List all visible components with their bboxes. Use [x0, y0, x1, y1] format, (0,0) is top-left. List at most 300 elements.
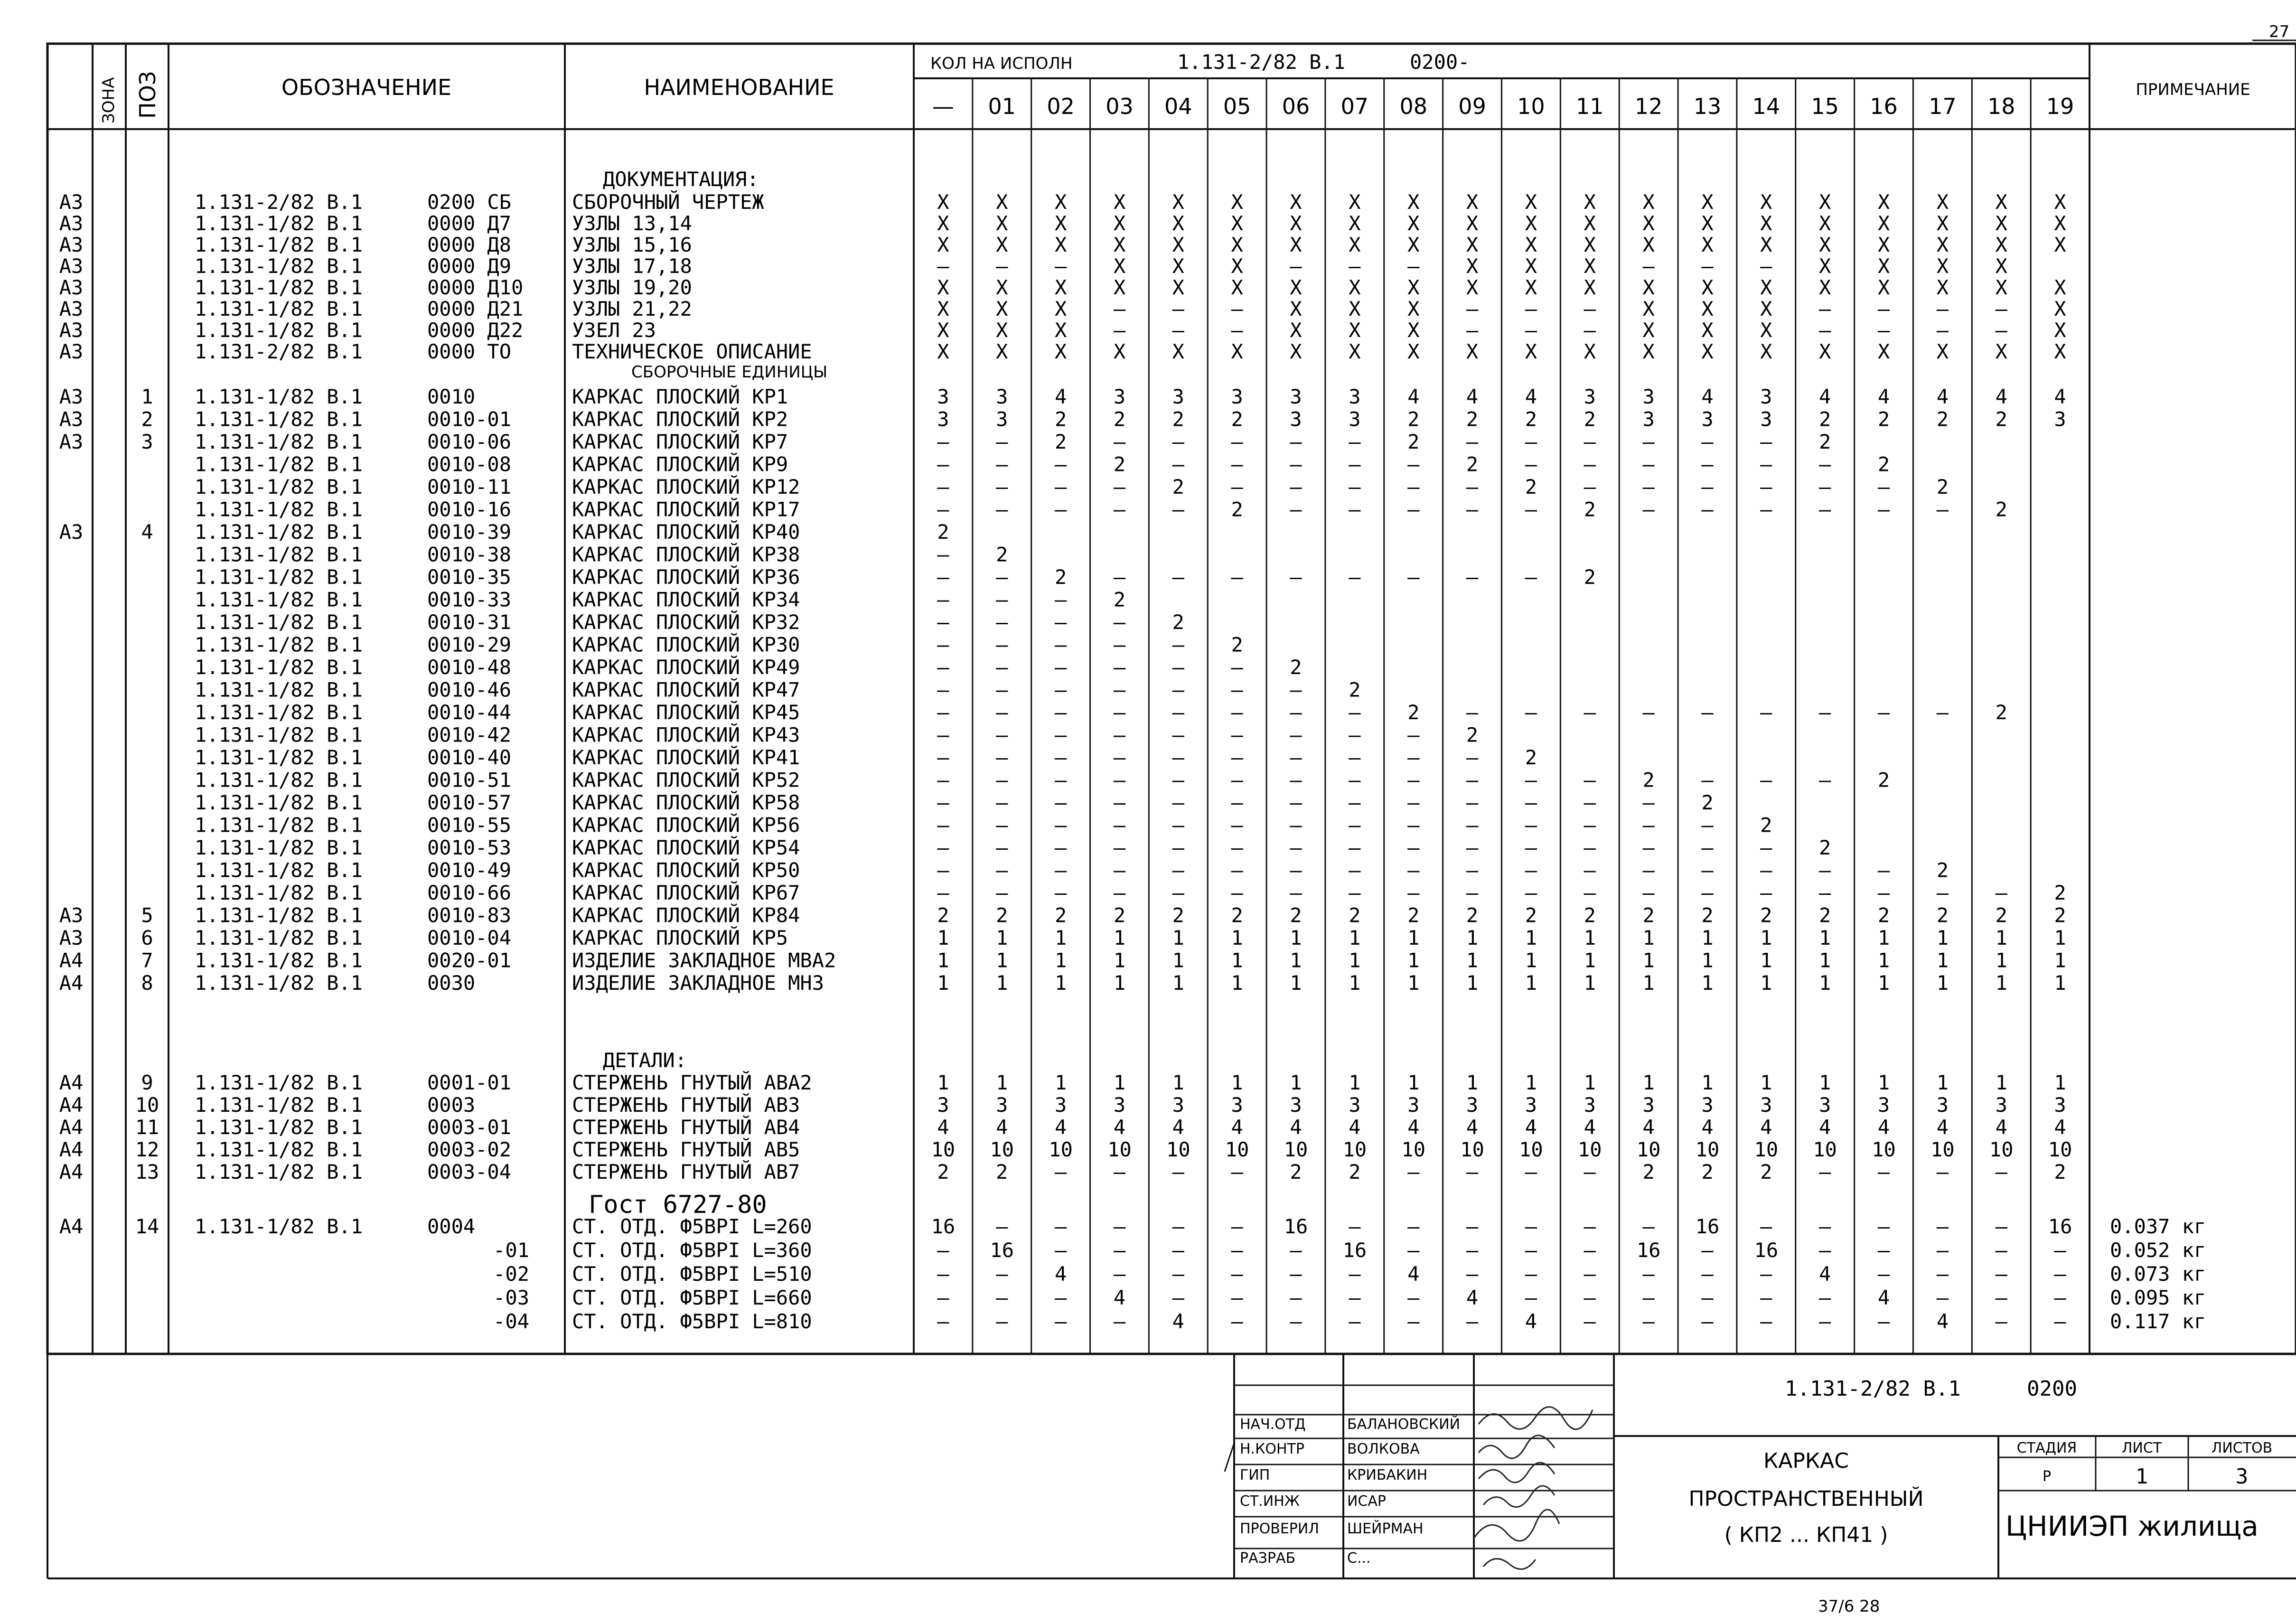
- row-qty: X: [1642, 276, 1655, 299]
- row-name: СТЕРЖЕНЬ ГНУТЫЙ АВ4: [572, 1116, 800, 1139]
- row-qty: 10: [1107, 1138, 1132, 1161]
- row-qty: –: [1407, 836, 1420, 859]
- row-qty: X: [937, 340, 949, 363]
- row-doc: 1.131-1/82 В.1: [195, 297, 363, 320]
- table-row: [59, 319, 2066, 342]
- row-qty: –: [937, 791, 949, 814]
- row-qty: –: [1877, 701, 1890, 724]
- row-zone: А3: [59, 319, 84, 342]
- row-qty: X: [1877, 233, 1890, 256]
- row-qty: –: [1584, 1215, 1596, 1238]
- row-code: 0010-57: [427, 791, 512, 814]
- row-qty: –: [996, 768, 1008, 792]
- row-qty: 1: [1760, 1071, 1772, 1094]
- row-code: 0010-29: [427, 633, 512, 657]
- row-name: КАРКАС ПЛОСКИЙ КР30: [572, 633, 800, 657]
- header-kol-code: 0200-: [1410, 50, 1470, 74]
- row-qty: X: [1290, 340, 1302, 363]
- row-qty: X: [1349, 212, 1361, 235]
- row-qty: 4: [1054, 385, 1067, 408]
- row-qty: 1: [1172, 971, 1184, 995]
- title-doc-code: 0200: [2027, 1377, 2077, 1401]
- row-qty: 10: [1284, 1138, 1308, 1161]
- row-qty: –: [1054, 701, 1067, 724]
- row-qty: –: [1113, 297, 1126, 320]
- row-code: 0000 Д22: [427, 319, 524, 342]
- row-name: КАРКАС ПЛОСКИЙ КР2: [572, 407, 788, 431]
- row-code: 0010-39: [427, 520, 512, 544]
- row-qty: –: [1113, 1239, 1126, 1262]
- row-qty: X: [1349, 340, 1361, 363]
- row-qty: X: [1466, 212, 1479, 235]
- row-qty: –: [1290, 746, 1302, 769]
- row-code: 0010-04: [427, 926, 512, 949]
- row-qty: –: [1349, 565, 1361, 589]
- row-code: 0200 СБ: [427, 190, 512, 214]
- row-qty: –: [1642, 791, 1655, 814]
- row-qty: –: [1349, 1286, 1361, 1309]
- row-qty: 1: [2054, 1071, 2066, 1094]
- role-st-inzh: СТ.ИНЖ: [1240, 1493, 1300, 1510]
- row-qty: –: [937, 836, 949, 859]
- row-qty: 4: [1936, 385, 1949, 408]
- row-qty: 3: [1290, 407, 1302, 431]
- row-code: 0010-16: [427, 498, 512, 521]
- row-qty: 16: [1754, 1239, 1779, 1262]
- row-qty: –: [1466, 881, 1479, 904]
- row-qty: –: [1877, 881, 1890, 904]
- row-doc: 1.131-1/82 В.1: [195, 678, 363, 702]
- row-qty: X: [1407, 319, 1420, 342]
- row-qty: –: [1760, 430, 1772, 453]
- row-qty: –: [1231, 430, 1243, 453]
- row-qty: –: [1525, 430, 1537, 453]
- row-qty: –: [1054, 1160, 1067, 1183]
- row-qty: 3: [1642, 385, 1655, 408]
- row-qty: 2: [1113, 407, 1126, 431]
- row-qty: 10: [931, 1138, 956, 1161]
- row-qty: –: [1113, 610, 1126, 634]
- row-qty: 2: [1407, 430, 1420, 453]
- variant-header: 06: [1282, 94, 1310, 119]
- row-zone: А3: [59, 190, 84, 214]
- row-qty: 1: [1760, 971, 1772, 995]
- row-qty: –: [1995, 319, 2007, 342]
- row-qty: –: [1760, 254, 1772, 278]
- row-qty: 1: [1642, 971, 1655, 995]
- row-qty: 2: [1819, 407, 1831, 431]
- row-qty: –: [1231, 475, 1243, 498]
- row-qty: –: [1407, 1286, 1420, 1309]
- row-qty: X: [1113, 340, 1126, 363]
- row-qty: –: [1819, 1215, 1831, 1238]
- row-qty: X: [1701, 190, 1714, 214]
- row-qty: –: [1231, 1310, 1243, 1333]
- row-qty: 1: [1054, 971, 1067, 995]
- row-qty: X: [1525, 340, 1537, 363]
- row-qty: –: [937, 430, 949, 453]
- row-qty: –: [1349, 746, 1361, 769]
- row-qty: X: [1113, 254, 1126, 278]
- row-qty: X: [1172, 254, 1184, 278]
- row-doc: 1.131-1/82 В.1: [195, 565, 363, 589]
- row-qty: X: [1877, 212, 1890, 235]
- title-line-2: ПРОСТРАНСТВЕННЫЙ: [1688, 1487, 1924, 1511]
- row-qty: 2: [1525, 903, 1537, 927]
- row-qty: 2: [1995, 407, 2007, 431]
- row-qty: 1: [1819, 1071, 1831, 1094]
- row-qty: –: [1760, 498, 1772, 521]
- row-qty: X: [1584, 190, 1596, 214]
- row-qty: 2: [1231, 498, 1243, 521]
- row-code: -04: [493, 1310, 529, 1333]
- row-qty: –: [1525, 1160, 1537, 1183]
- row-qty: 2: [1642, 903, 1655, 927]
- row-code: 0010-49: [427, 858, 512, 882]
- row-name: КАРКАС ПЛОСКИЙ КР41: [572, 746, 800, 769]
- row-qty: –: [1642, 1310, 1655, 1333]
- row-qty: –: [1701, 498, 1714, 521]
- row-qty: –: [1054, 1310, 1067, 1333]
- row-code: 0020-01: [427, 948, 512, 972]
- row-poz: 9: [141, 1071, 153, 1094]
- row-qty: 2: [1642, 1160, 1655, 1183]
- row-qty: –: [1584, 836, 1596, 859]
- row-qty: –: [1054, 254, 1067, 278]
- row-qty: 1: [1407, 948, 1420, 972]
- row-doc: 1.131-1/82 В.1: [195, 633, 363, 657]
- row-qty: –: [1760, 1215, 1772, 1238]
- row-code: 0010-40: [427, 746, 512, 769]
- row-qty: 2: [1584, 903, 1596, 927]
- row-qty: –: [1054, 1215, 1067, 1238]
- row-qty: –: [1584, 475, 1596, 498]
- row-qty: –: [1466, 565, 1479, 589]
- row-name: КАРКАС ПЛОСКИЙ КР50: [572, 858, 800, 882]
- row-qty: 2: [1995, 498, 2007, 521]
- row-qty: –: [937, 701, 949, 724]
- row-qty: X: [1701, 212, 1714, 235]
- row-name: КАРКАС ПЛОСКИЙ КР84: [572, 903, 800, 927]
- row-code: -01: [493, 1239, 529, 1262]
- row-qty: 4: [1172, 1310, 1184, 1333]
- variant-header: 10: [1517, 94, 1545, 119]
- row-poz: 13: [135, 1160, 159, 1183]
- row-qty: –: [1290, 1310, 1302, 1333]
- row-qty: X: [1760, 233, 1772, 256]
- row-qty: –: [937, 678, 949, 702]
- row-zone: А3: [59, 297, 84, 320]
- row-qty: 2: [1760, 1160, 1772, 1183]
- sheets-label: ЛИСТОВ: [2211, 1440, 2273, 1456]
- row-code: 0010-38: [427, 543, 512, 566]
- row-qty: 2: [1054, 565, 1067, 589]
- row-qty: X: [1231, 233, 1243, 256]
- row-qty: –: [1290, 498, 1302, 521]
- row-qty: –: [996, 746, 1008, 769]
- row-qty: –: [1819, 858, 1831, 882]
- row-qty: –: [1584, 1286, 1596, 1309]
- row-qty: 3: [1290, 1093, 1302, 1117]
- row-doc: 1.131-1/82 В.1: [195, 543, 363, 566]
- row-qty: 1: [1172, 926, 1184, 949]
- row-qty: X: [1877, 340, 1890, 363]
- row-qty: –: [1525, 858, 1537, 882]
- row-qty: –: [1584, 1239, 1596, 1262]
- row-qty: –: [1349, 498, 1361, 521]
- row-qty: –: [1819, 1310, 1831, 1333]
- row-code: -03: [493, 1286, 529, 1309]
- row-qty: –: [1701, 1262, 1714, 1286]
- row-qty: 1: [1113, 926, 1126, 949]
- row-qty: –: [1231, 791, 1243, 814]
- row-poz: 14: [135, 1215, 159, 1238]
- row-zone: А4: [59, 971, 84, 995]
- row-qty: 16: [1636, 1239, 1661, 1262]
- row-qty: 1: [1172, 1071, 1184, 1094]
- stage-label: СТАДИЯ: [2016, 1440, 2077, 1456]
- row-doc: 1.131-1/82 В.1: [195, 746, 363, 769]
- row-qty: –: [1113, 858, 1126, 882]
- row-code: -02: [493, 1262, 529, 1286]
- name-gip: КРИБАКИН: [1347, 1467, 1428, 1483]
- row-doc: 1.131-1/82 В.1: [195, 971, 363, 995]
- row-qty: X: [1466, 340, 1479, 363]
- row-qty: 4: [1701, 1116, 1714, 1139]
- row-qty: 10: [990, 1138, 1014, 1161]
- row-qty: 2: [1877, 768, 1890, 792]
- row-qty: 1: [1466, 926, 1479, 949]
- row-qty: 1: [1172, 948, 1184, 972]
- row-qty: X: [1642, 190, 1655, 214]
- row-qty: 1: [1936, 1071, 1949, 1094]
- row-poz: 10: [135, 1093, 159, 1117]
- row-qty: X: [1466, 276, 1479, 299]
- row-qty: –: [1466, 297, 1479, 320]
- table-row: [59, 1160, 2066, 1183]
- row-qty: –: [1290, 565, 1302, 589]
- variant-header: 11: [1576, 94, 1604, 119]
- row-name: СТ. ОТД. Ф5ВРI L=660: [572, 1286, 812, 1309]
- row-qty: –: [2054, 1286, 2066, 1309]
- row-qty: –: [1584, 319, 1596, 342]
- row-qty: –: [1172, 1160, 1184, 1183]
- row-qty: 1: [937, 971, 949, 995]
- row-doc: 1.131-1/82 В.1: [195, 768, 363, 792]
- row-qty: 10: [1931, 1138, 1955, 1161]
- row-qty: 2: [1349, 903, 1361, 927]
- row-qty: 4: [1760, 1116, 1772, 1139]
- row-qty: 4: [1054, 1262, 1067, 1286]
- row-qty: 2: [1349, 678, 1361, 702]
- row-qty: –: [1584, 813, 1596, 837]
- row-qty: 1: [1231, 971, 1243, 995]
- row-qty: 2: [1936, 858, 1949, 882]
- row-qty: 2: [937, 903, 949, 927]
- row-qty: X: [1466, 254, 1479, 278]
- row-qty: –: [1172, 1239, 1184, 1262]
- row-qty: X: [1172, 276, 1184, 299]
- row-qty: 2: [1054, 430, 1067, 453]
- row-qty: 1: [1054, 1071, 1067, 1094]
- row-qty: –: [1349, 858, 1361, 882]
- row-qty: 1: [1819, 948, 1831, 972]
- row-qty: –: [1995, 297, 2007, 320]
- row-qty: 3: [996, 407, 1008, 431]
- row-qty: 1: [1877, 926, 1890, 949]
- row-qty: 3: [1231, 385, 1243, 408]
- row-name: ИЗДЕЛИЕ ЗАКЛАДНОЕ МВА2: [572, 948, 836, 972]
- row-qty: 3: [1760, 385, 1772, 408]
- row-zone: А3: [59, 276, 84, 299]
- row-code: 0000 Д10: [427, 276, 524, 299]
- row-qty: –: [1231, 813, 1243, 837]
- row-qty: –: [937, 858, 949, 882]
- row-qty: X: [1701, 233, 1714, 256]
- row-qty: X: [1231, 190, 1243, 214]
- row-qty: 2: [1760, 813, 1772, 837]
- row-qty: –: [1701, 430, 1714, 453]
- row-qty: 16: [1342, 1239, 1367, 1262]
- row-qty: X: [1760, 340, 1772, 363]
- row-note: 0.052 кг: [2110, 1239, 2206, 1262]
- row-qty: 4: [1701, 385, 1714, 408]
- variant-header: 02: [1047, 94, 1075, 119]
- row-poz: 7: [141, 948, 153, 972]
- row-qty: X: [1349, 233, 1361, 256]
- row-qty: X: [1701, 276, 1714, 299]
- row-qty: X: [1172, 212, 1184, 235]
- section-documentation: ДОКУМЕНТАЦИЯ:: [603, 168, 759, 191]
- row-doc: 1.131-1/82 В.1: [195, 1071, 363, 1094]
- row-qty: 1: [937, 926, 949, 949]
- table-row: [59, 971, 2066, 995]
- row-qty: 3: [1466, 1093, 1479, 1117]
- header-poz: ПОЗ: [135, 71, 160, 119]
- row-qty: 2: [1584, 407, 1596, 431]
- row-name: КАРКАС ПЛОСКИЙ КР12: [572, 475, 800, 498]
- row-qty: –: [1995, 1215, 2007, 1238]
- row-qty: –: [1584, 858, 1596, 882]
- row-qty: 1: [1525, 926, 1537, 949]
- row-qty: 1: [1584, 926, 1596, 949]
- row-doc: 1.131-1/82 В.1: [195, 1093, 363, 1117]
- row-qty: –: [1231, 452, 1243, 476]
- row-qty: 2: [1819, 430, 1831, 453]
- sheet-value: 1: [2135, 1464, 2148, 1489]
- row-qty: –: [1466, 813, 1479, 837]
- row-qty: –: [937, 1310, 949, 1333]
- row-name: КАРКАС ПЛОСКИЙ КР45: [572, 701, 800, 724]
- row-qty: X: [1407, 233, 1420, 256]
- row-qty: 16: [1695, 1215, 1720, 1238]
- row-qty: 3: [1349, 407, 1361, 431]
- row-qty: 3: [1584, 1093, 1596, 1117]
- row-qty: –: [1349, 881, 1361, 904]
- row-qty: X: [1231, 276, 1243, 299]
- row-qty: 4: [1995, 385, 2007, 408]
- row-qty: –: [1349, 1262, 1361, 1286]
- row-name: ИЗДЕЛИЕ ЗАКЛАДНОЕ МН3: [572, 971, 825, 995]
- row-qty: X: [1819, 254, 1831, 278]
- row-qty: –: [1113, 768, 1126, 792]
- row-doc: 1.131-1/82 В.1: [195, 903, 363, 927]
- row-qty: X: [1407, 297, 1420, 320]
- row-qty: 2: [1290, 903, 1302, 927]
- row-qty: X: [1525, 190, 1537, 214]
- row-qty: –: [1642, 1215, 1655, 1238]
- row-qty: 4: [1054, 1116, 1067, 1139]
- row-qty: 2: [1349, 1160, 1361, 1183]
- row-qty: 1: [996, 971, 1008, 995]
- row-qty: X: [1936, 233, 1949, 256]
- row-qty: –: [1172, 768, 1184, 792]
- row-qty: –: [1995, 1262, 2007, 1286]
- row-qty: –: [1701, 1310, 1714, 1333]
- row-code: 0003-04: [427, 1160, 512, 1183]
- name-st-inzh: ИСАР: [1347, 1493, 1387, 1510]
- row-doc: 1.131-1/82 В.1: [195, 656, 363, 679]
- row-qty: X: [1995, 233, 2007, 256]
- row-qty: 4: [1525, 1310, 1537, 1333]
- row-qty: 1: [1701, 971, 1714, 995]
- row-qty: –: [1290, 723, 1302, 747]
- row-doc: 1.131-1/82 В.1: [195, 276, 363, 299]
- row-qty: –: [1290, 475, 1302, 498]
- row-qty: X: [1995, 212, 2007, 235]
- row-qty: –: [1113, 319, 1126, 342]
- row-qty: 4: [1819, 1262, 1831, 1286]
- row-qty: 2: [1290, 656, 1302, 679]
- row-qty: –: [1819, 1160, 1831, 1183]
- row-name: СТ. ОТД. Ф5ВРI L=510: [572, 1262, 812, 1286]
- row-qty: –: [1877, 297, 1890, 320]
- role-gip: ГИП: [1240, 1467, 1270, 1483]
- row-qty: 3: [1290, 385, 1302, 408]
- row-qty: –: [1995, 1286, 2007, 1309]
- header-naimenovanie: НАИМЕНОВАНИЕ: [644, 75, 834, 100]
- row-doc: 1.131-1/82 В.1: [195, 1138, 363, 1161]
- row-doc: 1.131-1/82 В.1: [195, 1160, 363, 1183]
- row-qty: –: [1231, 297, 1243, 320]
- row-qty: X: [1701, 297, 1714, 320]
- row-qty: X: [996, 212, 1008, 235]
- row-qty: 1: [1113, 971, 1126, 995]
- row-doc: 1.131-1/82 В.1: [195, 1116, 363, 1139]
- row-qty: 3: [937, 1093, 949, 1117]
- row-qty: –: [1172, 1215, 1184, 1238]
- row-qty: –: [1231, 1215, 1243, 1238]
- row-qty: 10: [1695, 1138, 1720, 1161]
- row-qty: –: [1466, 1215, 1479, 1238]
- row-qty: –: [1877, 498, 1890, 521]
- row-qty: –: [1819, 475, 1831, 498]
- row-qty: X: [1760, 190, 1772, 214]
- row-qty: 10: [1049, 1138, 1073, 1161]
- row-qty: –: [1172, 678, 1184, 702]
- row-doc: 1.131-1/82 В.1: [195, 1215, 363, 1238]
- row-qty: –: [1407, 475, 1420, 498]
- row-name: КАРКАС ПЛОСКИЙ КР54: [572, 836, 800, 859]
- row-qty: 2: [1936, 475, 1949, 498]
- row-qty: 3: [1642, 407, 1655, 431]
- row-qty: –: [1584, 768, 1596, 792]
- row-qty: –: [996, 430, 1008, 453]
- row-qty: 1: [1290, 926, 1302, 949]
- row-qty: –: [1877, 1215, 1890, 1238]
- row-qty: 4: [1877, 1286, 1890, 1309]
- row-qty: –: [1701, 1239, 1714, 1262]
